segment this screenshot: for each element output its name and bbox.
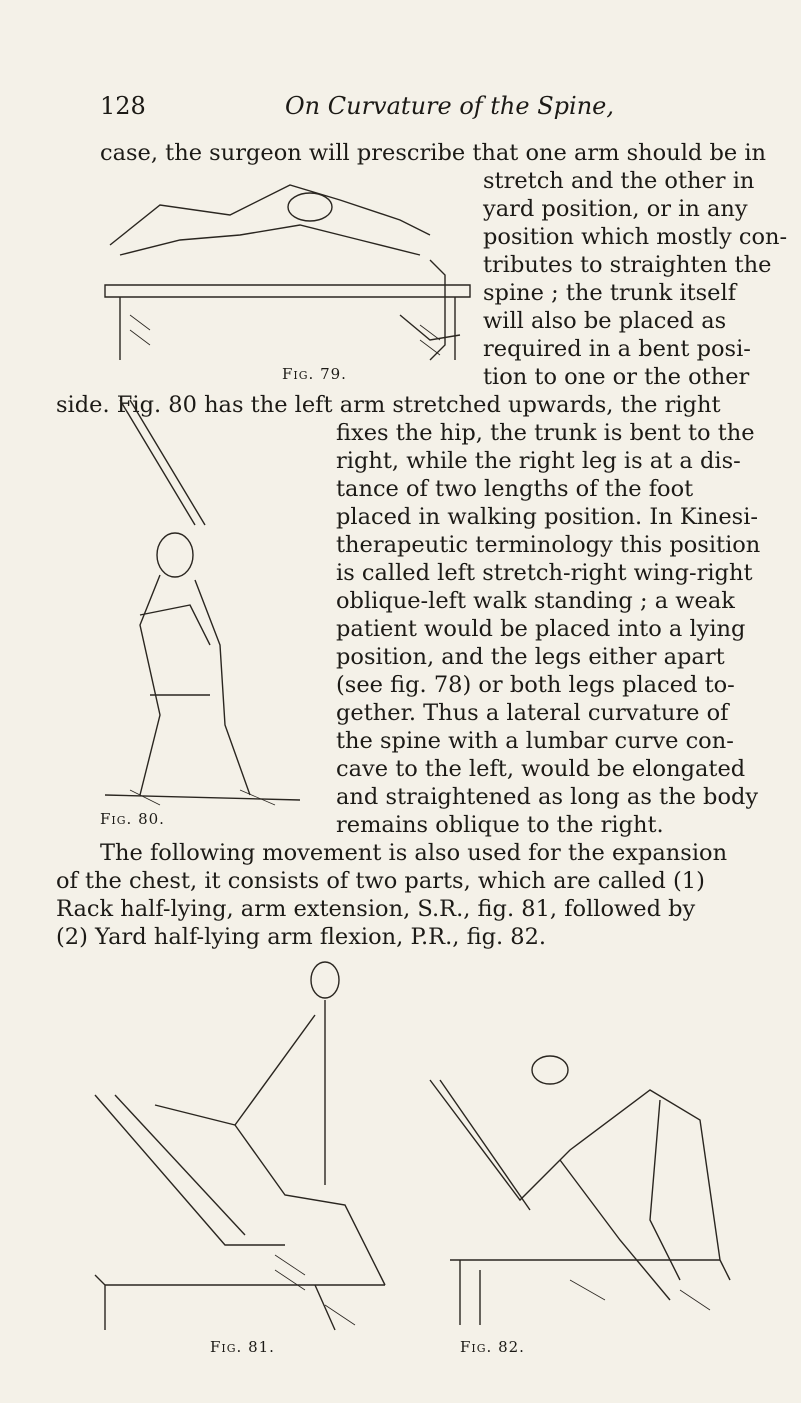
text-line: right, while the right leg is at a dis- (336, 448, 741, 474)
text-line: the spine with a lumbar curve con- (336, 728, 734, 754)
page-number: 128 (100, 92, 146, 120)
text-line: The following movement is also used for the expansion (100, 840, 728, 866)
text-line: yard position, or in any (483, 196, 748, 222)
text-line: tance of two lengths of the foot (336, 476, 694, 502)
figure-80-illustration (100, 395, 330, 805)
text-line: therapeutic terminology this position (336, 532, 761, 558)
text-line: placed in walking position. In Kinesi- (336, 504, 759, 530)
figure-81-caption: Fig. 81. (210, 1338, 275, 1356)
text-line: is called left stretch-right wing-right (336, 560, 753, 586)
text-line: cave to the left, would be elongated (336, 756, 746, 782)
figure-82-illustration (420, 1040, 745, 1340)
figure-82 (420, 1040, 745, 1360)
text-line: required in a bent posi- (483, 336, 751, 362)
text-line: fixes the hip, the trunk is bent to the (336, 420, 755, 446)
text-line: case, the surgeon will prescribe that one arm should be in (100, 140, 767, 166)
figure-80 (100, 395, 330, 835)
figure-81-illustration (85, 955, 420, 1335)
text-line: patient would be placed into a lying (336, 616, 746, 642)
text-line: stretch and the other in (483, 168, 755, 194)
figure-79-caption: Fig. 79. (282, 365, 347, 383)
text-line: remains oblique to the right. (336, 812, 664, 838)
running-title: On Curvature of the Spine, (285, 92, 614, 120)
text-line: spine ; the trunk itself (483, 280, 737, 306)
figure-81 (85, 955, 420, 1360)
text-line: (2) Yard half-lying arm flexion, P.R., fig. 82. (56, 924, 547, 950)
text-line: Rack half-lying, arm extension, S.R., fig. 81, followed by (56, 896, 696, 922)
text-line: side. Fig. 80 has the left arm stretched upwards, the right (56, 392, 721, 418)
figure-79 (100, 165, 480, 390)
figure-82-caption: Fig. 82. (460, 1338, 525, 1356)
text-line: of the chest, it consists of two parts, which are called (1) (56, 868, 705, 894)
text-line: tributes to straighten the (483, 252, 772, 278)
text-line: (see fig. 78) or both legs placed to- (336, 672, 735, 698)
text-line: tion to one or the other (483, 364, 750, 390)
figure-80-caption: Fig. 80. (100, 810, 165, 828)
text-line: and straightened as long as the body (336, 784, 759, 810)
text-line: gether. Thus a lateral curvature of (336, 700, 729, 726)
text-line: position which mostly con- (483, 224, 788, 250)
text-line: oblique-left walk standing ; a weak (336, 588, 735, 614)
text-line: will also be placed as (483, 308, 727, 334)
text-line: position, and the legs either apart (336, 644, 725, 670)
figure-79-illustration (100, 165, 480, 365)
page-header (100, 92, 750, 128)
